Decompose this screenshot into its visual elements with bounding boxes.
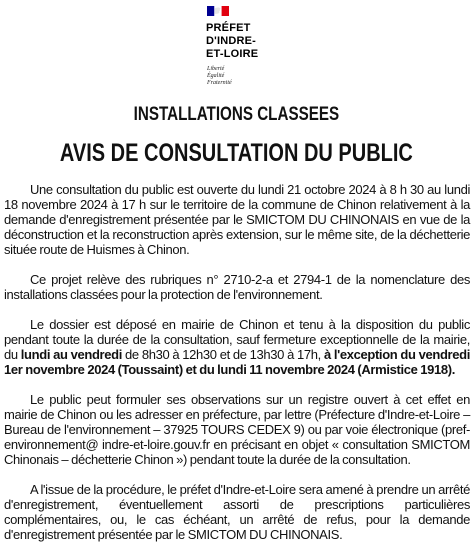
notice-body <box>4 182 470 557</box>
prefect-name-line: D'INDRE- <box>206 35 257 47</box>
motto-line: Liberté <box>207 66 225 72</box>
dossier-exceptions-emphasis: à l'exception du vendredi 1er novembre 2024 (Toussaint) et du lundi 11 novembre 2024 (Armistice 1918). <box>4 347 470 377</box>
dossier-text: Le dossier est déposé en mairie de Chinon et tenu à la disposition du public pendant toute la durée de la consultation, sauf fermeture exceptionnelle de la mairie, du <box>4 317 470 362</box>
notice-category-title: INSTALLATIONS CLASSEES <box>133 104 340 125</box>
paragraph-outcome: A l'issue de la procédure, le préfet d'Indre-et-Loire sera amené à prendre un arrêté d'enregistrement, éventuellement assorti de prescriptions particulières complémentaires, ou, le cas échéant, un arrêté de refus, pour la demande d'enregistrement présentée par le SMICTOM DU CHINONAIS. <box>4 482 470 542</box>
dossier-hours-text: de 8h30 à 12h30 et de 13h30 à 17h, <box>122 347 324 362</box>
motto-line: Fraternité <box>207 80 232 86</box>
prefect-name-line: ET-LOIRE <box>206 48 259 60</box>
paragraph-nomenclature: Ce projet relève des rubriques n° 2710-2-a et 2794-1 de la nomenclature des installations classées pour la protection de l'environnement. <box>4 272 470 302</box>
notice-main-title: AVIS DE CONSULTATION DU PUBLIC <box>59 139 413 167</box>
prefect-name-line: PRÉFET <box>206 22 251 34</box>
prefect-name <box>206 22 258 61</box>
paragraph-observations: Le public peut formuler ses observations sur un registre ouvert à cet effet en mairie de Chinon ou les adresser en préfecture, par lettre (Préfecture d'Indre-et-Loire – Bureau de l'environnement – 37925 TOURS CEDEX 9) ou par voie électronique (pref-environnement@ indre-et-loire.gouv.fr en précisant en objet « consultation SMICTOM Chinonais – déchetterie Chinon ») pendant toute la durée de la consultation. <box>4 392 470 467</box>
paragraph-dossier-availability <box>4 317 470 377</box>
prefecture-header <box>0 0 473 100</box>
motto-line: Égalité <box>207 73 225 79</box>
dossier-days-emphasis: lundi au vendredi <box>20 347 123 362</box>
marianne-flag-icon <box>207 6 229 16</box>
paragraph-consultation-dates: Une consultation du public est ouverte du lundi 21 octobre 2024 à 8 h 30 au lundi 18 novembre 2024 à 17 h sur le territoire de la commune de Chinon relativement à la demande d'enregistrement présentée par le SMICTOM DU CHINONAIS en vue de la déconstruction et la reconstruction après extension, sur le même site, de la déchetterie située route de Huismes à Chinon. <box>4 182 470 257</box>
republic-motto <box>207 66 232 87</box>
